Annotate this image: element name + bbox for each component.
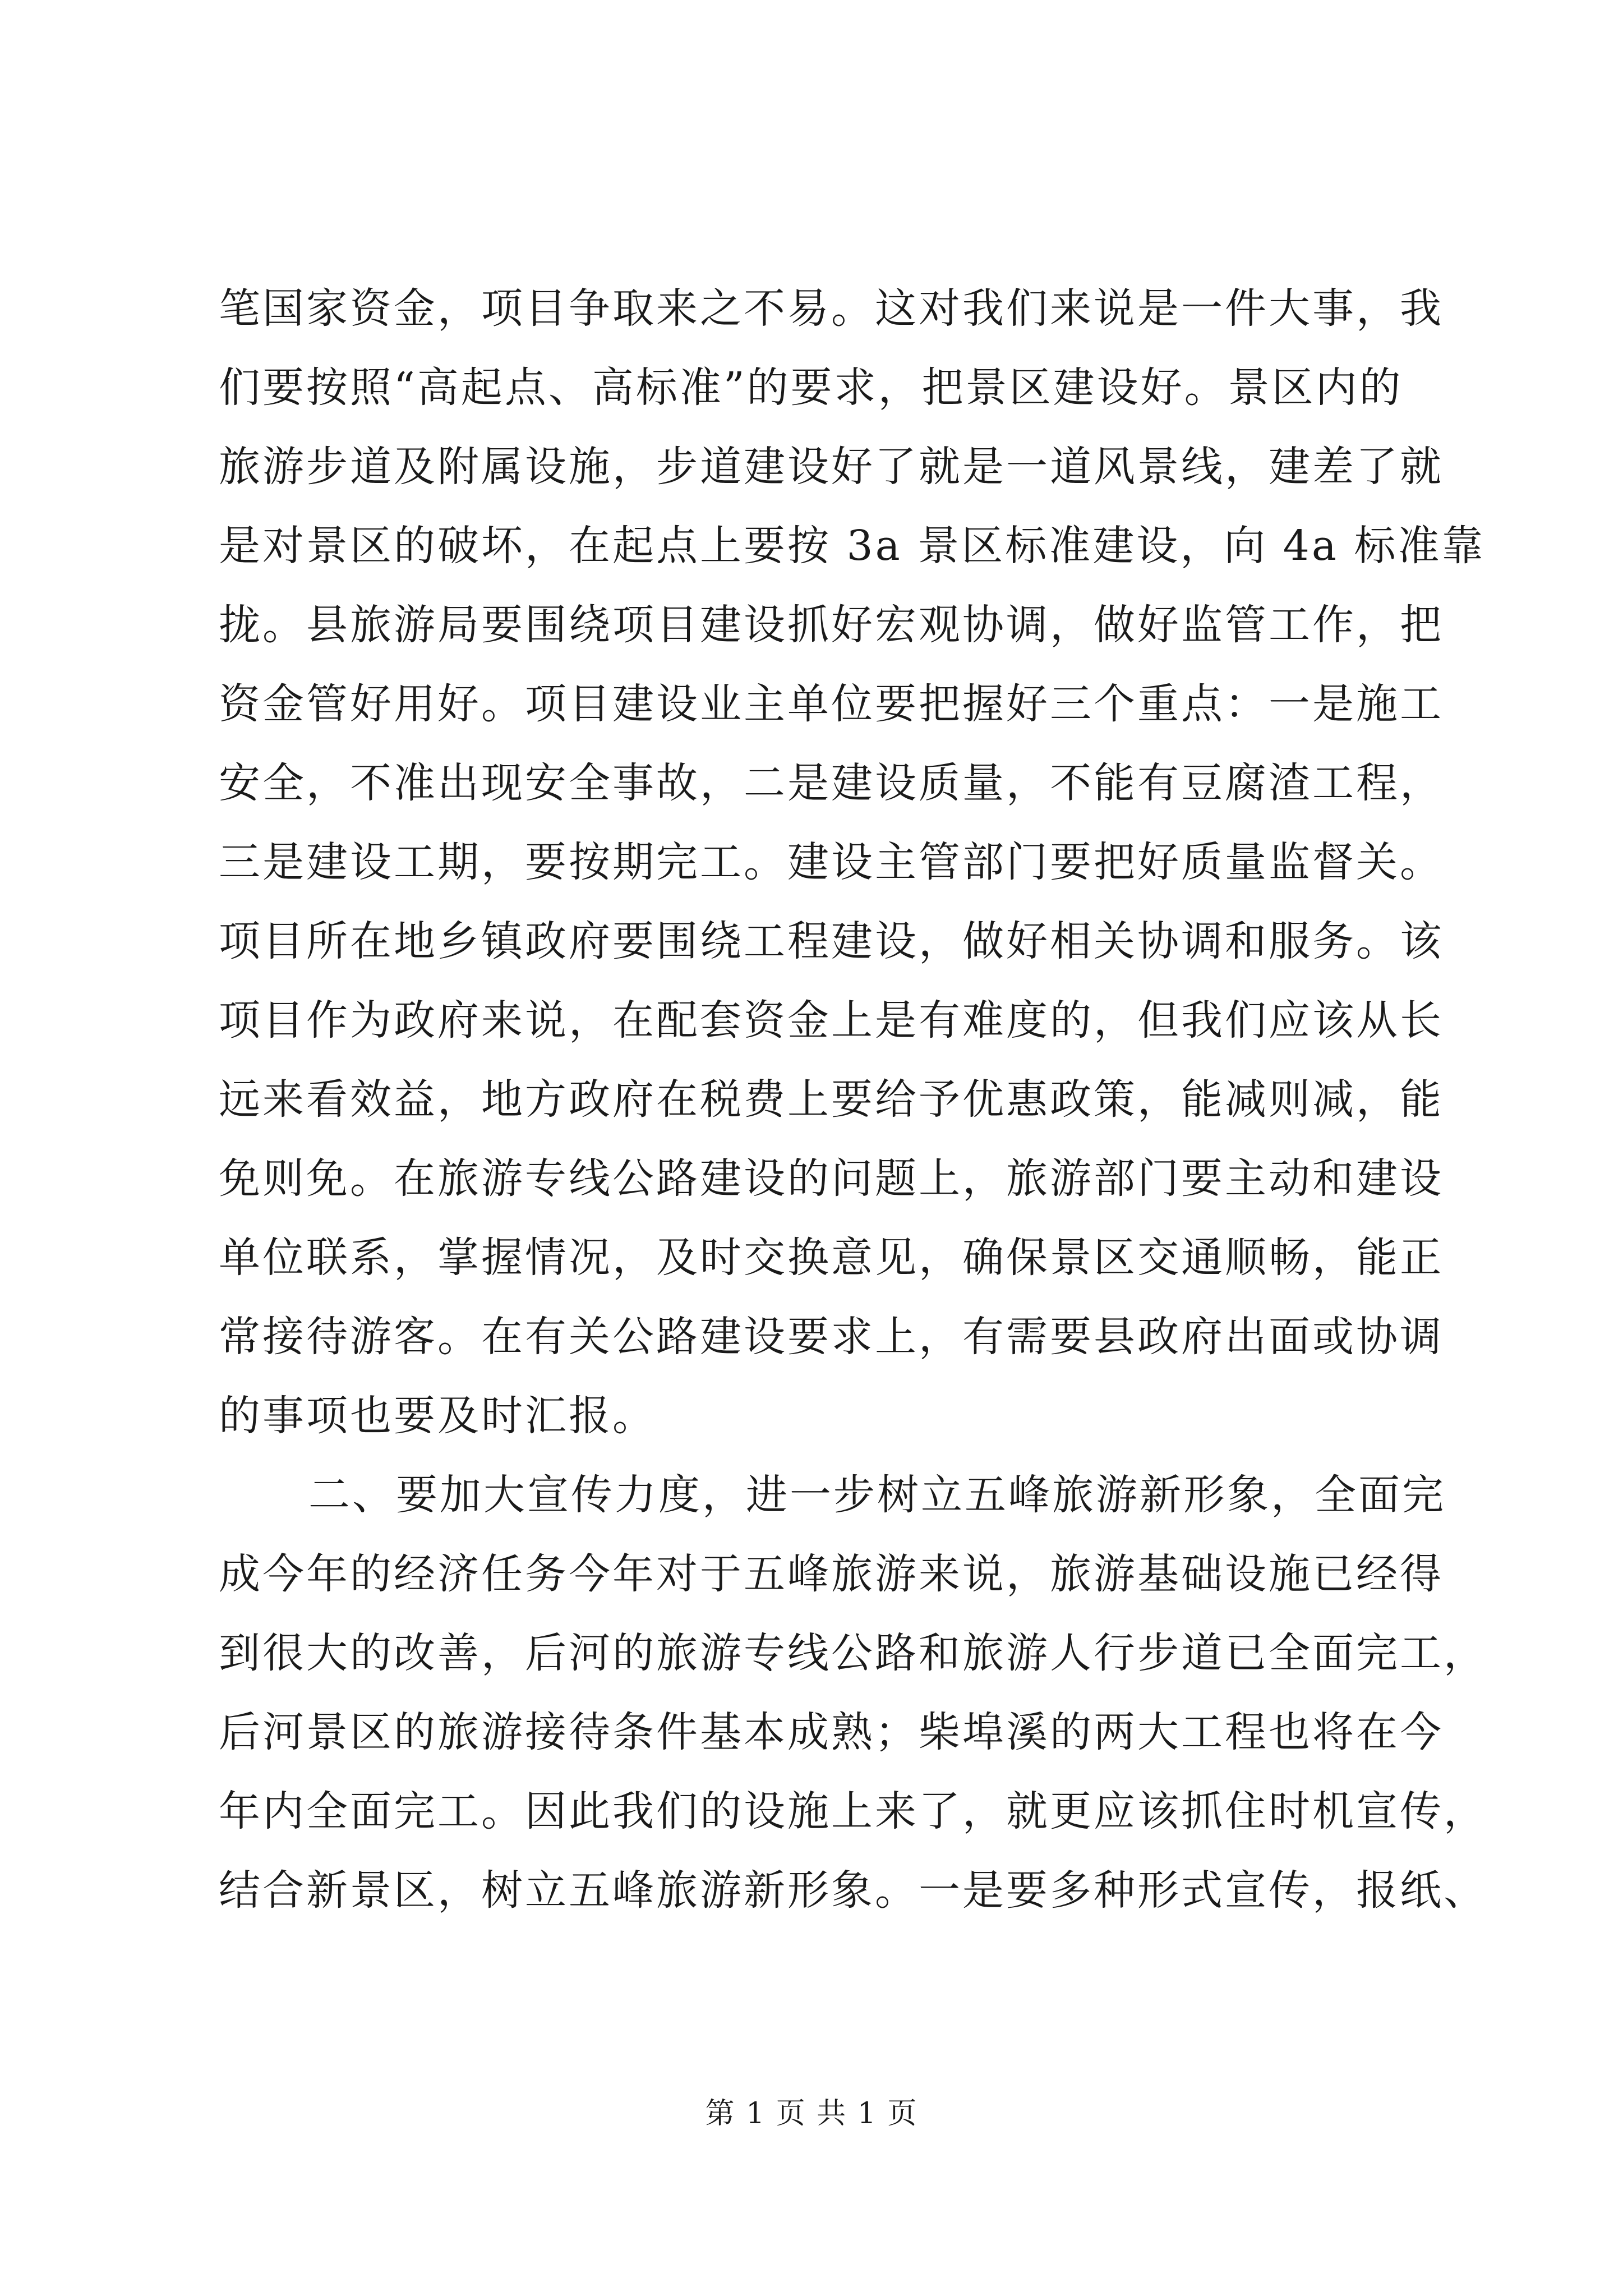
paragraph-2 xyxy=(219,1456,1487,1930)
text-line: 三是建设工期，要按期完工。建设主管部门要把好质量监督关。 xyxy=(219,838,1444,886)
text-line: 远来看效益，地方政府在税费上要给予优惠政策，能减则减，能 xyxy=(219,1075,1444,1124)
text-line: 项目作为政府来说，在配套资金上是有难度的，但我们应该从长 xyxy=(219,996,1444,1045)
document-body xyxy=(219,269,1487,1930)
text-line: 成今年的经济任务今年对于五峰旅游来说，旅游基础设施已经得 xyxy=(219,1550,1444,1598)
text-line: 旅游步道及附属设施，步道建设好了就是一道风景线，建差了就 xyxy=(219,443,1444,491)
text-line: 们要按照“高起点、高标准”的要求，把景区建设好。景区内的 xyxy=(219,364,1403,412)
text-line: 年内全面完工。因此我们的设施上来了，就更应该抓住时机宣传， xyxy=(219,1787,1487,1835)
page-number-footer: 第 1 页 共 1 页 xyxy=(705,2097,918,2131)
text-line: 笔国家资金，项目争取来之不易。这对我们来说是一件大事，我 xyxy=(219,284,1444,333)
text-line: 的事项也要及时汇报。 xyxy=(219,1392,656,1440)
text-line: 安全，不准出现安全事故，二是建设质量，不能有豆腐渣工程， xyxy=(219,759,1444,807)
text-line: 项目所在地乡镇政府要围绕工程建设，做好相关协调和服务。该 xyxy=(219,917,1444,965)
text-line: 二、要加大宣传力度，进一步树立五峰旅游新形象，全面完 xyxy=(308,1471,1446,1519)
text-line: 资金管好用好。项目建设业主单位要把握好三个重点：一是施工 xyxy=(219,680,1444,728)
text-line: 常接待游客。在有关公路建设要求上，有需要县政府出面或协调 xyxy=(219,1313,1444,1361)
paragraph-1 xyxy=(219,269,1486,1456)
text-line: 到很大的改善，后河的旅游专线公路和旅游人行步道已全面完工， xyxy=(219,1629,1487,1677)
text-line: 后河景区的旅游接待条件基本成熟；柴埠溪的两大工程也将在今 xyxy=(219,1708,1444,1756)
text-line: 单位联系，掌握情况，及时交换意见，确保景区交通顺畅，能正 xyxy=(219,1234,1444,1282)
text-line: 免则免。在旅游专线公路建设的问题上，旅游部门要主动和建设 xyxy=(219,1154,1444,1203)
text-line: 拢。县旅游局要围绕项目建设抓好宏观协调，做好监管工作，把 xyxy=(219,601,1444,649)
text-line: 是对景区的破坏，在起点上要按 3a 景区标准建设，向 4a 标准靠 xyxy=(219,522,1486,570)
text-line: 结合新景区，树立五峰旅游新形象。一是要多种形式宣传，报纸、 xyxy=(219,1866,1487,1915)
